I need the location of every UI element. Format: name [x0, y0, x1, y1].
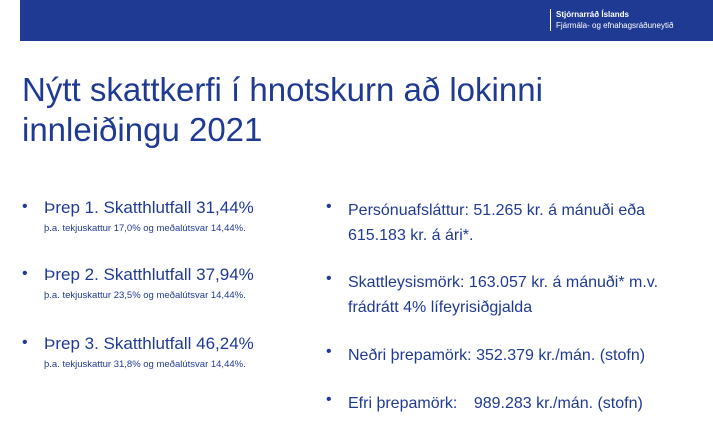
lower-threshold-unit: kr./mán. (stofn): [538, 347, 646, 364]
list-item: [326, 343, 645, 368]
list-item: [22, 198, 254, 234]
list-item: [326, 198, 645, 248]
ministry-name: Fjármála- og efnahagsráðuneytið: [556, 21, 674, 30]
bullet-icon: •: [326, 391, 332, 408]
personal-allowance-line-1: Persónuafsláttur: 51.265 kr. á mánuði eða: [348, 202, 646, 219]
slide-title: [22, 70, 682, 150]
list-item: [22, 265, 254, 301]
list-item: [326, 391, 643, 416]
upper-threshold-label: Efri þrepamörk:: [348, 395, 458, 412]
ministry-logo: [550, 9, 673, 31]
upper-threshold-value: 989.283: [473, 395, 532, 412]
title-line-2: innleiðingu 2021: [22, 111, 263, 148]
upper-threshold-unit: kr./mán. (stofn): [536, 395, 643, 412]
bracket-3-detail: þ.a. tekjuskattur 31,8% og meðalútsvar 14,44%.: [44, 359, 246, 370]
title-line-1: Nýtt skattkerfi í hnotskurn að lokinni: [22, 71, 543, 108]
lower-threshold-label: Neðri þrepamörk:: [348, 347, 472, 364]
bullet-icon: •: [22, 334, 28, 351]
bullet-icon: •: [326, 343, 332, 360]
lower-threshold-value: 352.379: [476, 347, 534, 364]
bullet-icon: •: [326, 198, 332, 215]
org-name: Stjórnarráð Íslands: [556, 10, 629, 19]
bullet-icon: •: [326, 270, 332, 287]
header-bar: [20, 0, 713, 41]
bracket-3-rate: Þrep 3. Skatthlutfall 46,24%: [44, 334, 254, 353]
bracket-1-rate: Þrep 1. Skatthlutfall 31,44%: [44, 198, 254, 217]
personal-allowance-line-2: 615.183 kr. á ári*.: [348, 227, 474, 244]
bracket-2-rate: Þrep 2. Skatthlutfall 37,94%: [44, 265, 254, 284]
tax-free-threshold-line-2: frádrátt 4% lífeyrisiðgjalda: [348, 299, 533, 316]
list-item: [326, 270, 658, 320]
tax-free-threshold-line-1: Skattleysismörk: 163.057 kr. á mánuði* m.v.: [348, 274, 659, 291]
bracket-2-detail: þ.a. tekjuskattur 23,5% og meðalútsvar 14,44%.: [44, 290, 246, 301]
bullet-icon: •: [22, 265, 28, 282]
list-item: [22, 334, 254, 370]
bullet-icon: •: [22, 198, 28, 215]
bracket-1-detail: þ.a. tekjuskattur 17,0% og meðalútsvar 14,44%.: [44, 223, 246, 234]
